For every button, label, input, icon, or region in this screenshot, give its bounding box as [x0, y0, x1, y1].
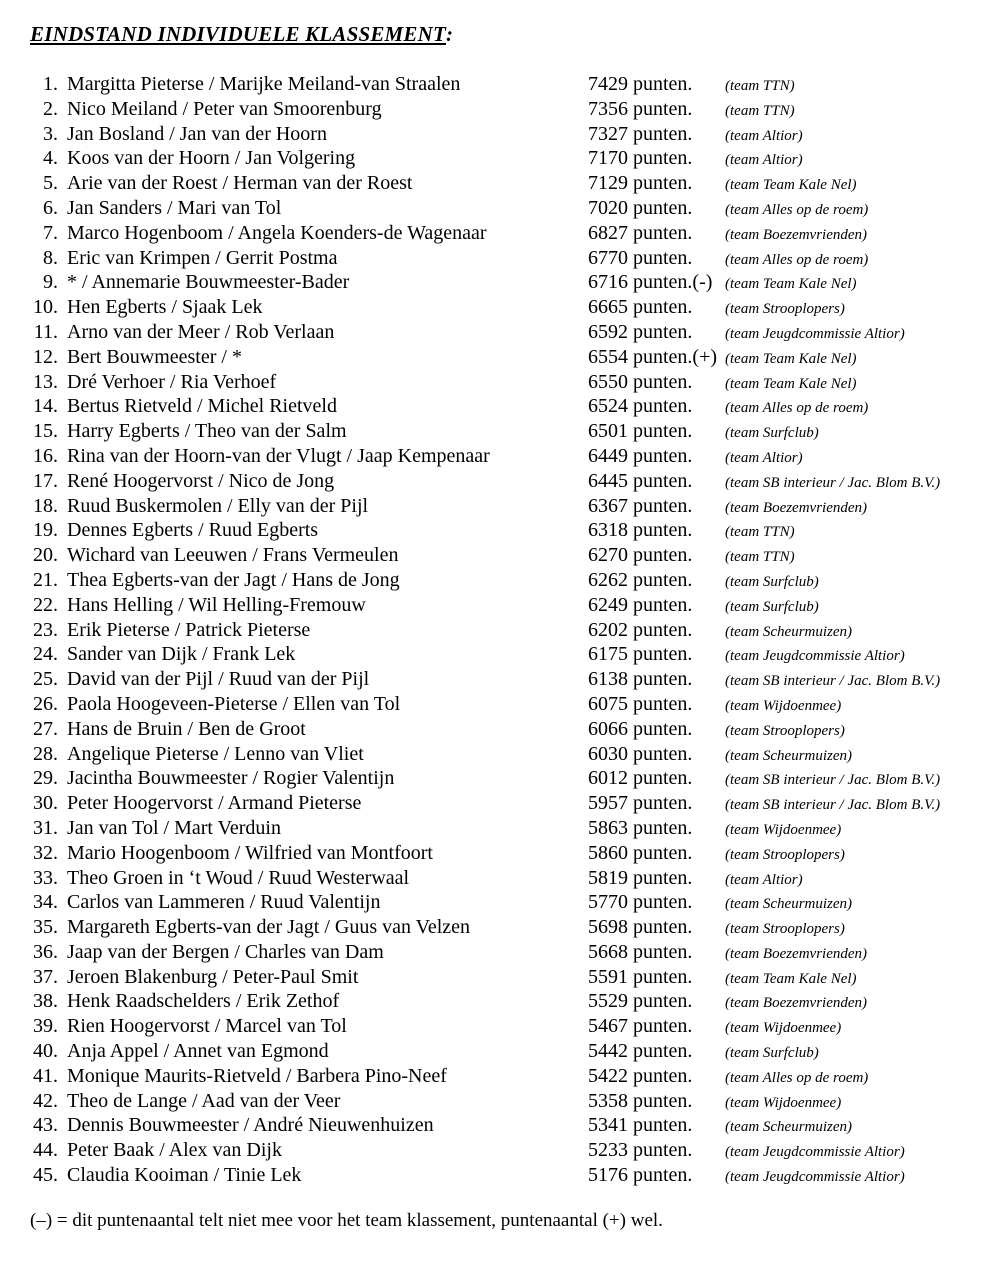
player-names: Sander van Dijk / Frank Lek	[67, 643, 296, 666]
points-value: 5863 punten.	[588, 816, 693, 839]
rank-number: 21.	[33, 568, 58, 591]
team-name: (team Team Kale Nel)	[725, 375, 857, 392]
standings-row	[0, 866, 1000, 891]
player-names: Claudia Kooiman / Tinie Lek	[67, 1164, 302, 1187]
player-names: Paola Hoogeveen-Pieterse / Ellen van Tol	[67, 692, 401, 715]
team-name: (team Surfclub)	[725, 598, 819, 615]
player-names: Theo de Lange / Aad van der Veer	[67, 1089, 341, 1112]
team-name: (team Boezemvrienden)	[725, 499, 868, 516]
team-name: (team Altior)	[725, 449, 803, 466]
team-name: (team Boezemvrienden)	[725, 995, 868, 1012]
rank-number: 6.	[43, 196, 58, 219]
rank-number: 15.	[33, 420, 58, 443]
standings-row	[0, 295, 1000, 320]
points-value: 5233 punten.	[588, 1139, 693, 1162]
standings-row	[0, 1138, 1000, 1163]
standings-row	[0, 642, 1000, 667]
footnote: (–) = dit puntenaantal telt niet mee voor het team klassement, puntenaantal (+) wel.	[30, 1210, 663, 1231]
page-title	[30, 22, 453, 47]
player-names: Hans Helling / Wil Helling-Fremouw	[67, 593, 366, 616]
rank-number: 38.	[33, 990, 58, 1013]
points-value: 7327 punten.	[588, 122, 693, 145]
page-title-text: EINDSTAND INDIVIDUELE KLASSEMENT	[30, 22, 447, 46]
team-name: (team Alles op de roem)	[725, 1069, 869, 1086]
points-value: 6138 punten.	[588, 668, 693, 691]
points-value: 5176 punten.	[588, 1164, 693, 1187]
standings-row	[0, 742, 1000, 767]
player-names: Margitta Pieterse / Marijke Meiland-van Straalen	[67, 73, 461, 95]
player-names: Arie van der Roest / Herman van der Roest	[67, 172, 413, 195]
team-name: (team SB interieur / Jac. Blom B.V.)	[725, 797, 941, 814]
points-value: 6592 punten.	[588, 320, 693, 343]
player-names: Dennis Bouwmeester / André Nieuwenhuizen	[67, 1114, 434, 1137]
points-value: 6827 punten.	[588, 221, 693, 244]
player-names: Theo Groen in ‘t Woud / Ruud Westerwaal	[67, 866, 410, 889]
player-names: Hen Egberts / Sjaak Lek	[67, 296, 263, 319]
points-value: 5860 punten.	[588, 841, 693, 864]
rank-number: 20.	[33, 544, 58, 567]
player-names: Thea Egberts-van der Jagt / Hans de Jong	[67, 568, 400, 591]
points-value: 5770 punten.	[588, 891, 693, 914]
player-names: Harry Egberts / Theo van der Salm	[67, 420, 347, 443]
player-names: Peter Hoogervorst / Armand Pieterse	[67, 792, 362, 815]
rank-number: 5.	[43, 172, 58, 195]
team-name: (team Scheurmuizen)	[725, 747, 853, 764]
player-names: Jaap van der Bergen / Charles van Dam	[67, 940, 384, 963]
player-names: Rien Hoogervorst / Marcel van Tol	[67, 1015, 347, 1038]
standings-row	[0, 593, 1000, 618]
player-names: Wichard van Leeuwen / Frans Vermeulen	[67, 544, 399, 567]
rank-number: 29.	[33, 767, 58, 790]
team-name: (team Jeugdcommissie Altior)	[725, 1169, 905, 1186]
rank-number: 17.	[33, 469, 58, 492]
points-value: 6012 punten.	[588, 767, 693, 790]
team-name: (team Alles op de roem)	[725, 400, 869, 417]
points-value: 6554 punten.(+)	[588, 345, 718, 368]
standings-row	[0, 989, 1000, 1014]
rank-number: 14.	[33, 395, 58, 418]
points-value: 5698 punten.	[588, 916, 693, 939]
team-name: (team Altior)	[725, 871, 803, 888]
rank-number: 40.	[33, 1040, 58, 1063]
points-value: 5341 punten.	[588, 1114, 693, 1137]
standings-row	[0, 1163, 1000, 1188]
player-names: Mario Hoogenboom / Wilfried van Montfoort	[67, 841, 433, 864]
points-value: 5591 punten.	[588, 965, 693, 988]
team-name: (team Alles op de roem)	[725, 201, 869, 218]
player-names: Monique Maurits-Rietveld / Barbera Pino-Neef	[67, 1064, 447, 1087]
rank-number: 1.	[43, 73, 58, 95]
player-names: René Hoogervorst / Nico de Jong	[67, 469, 335, 492]
rank-number: 45.	[33, 1164, 58, 1187]
player-names: Dennes Egberts / Ruud Egberts	[67, 519, 319, 542]
team-name: (team TTN)	[725, 524, 795, 541]
player-names: Carlos van Lammeren / Ruud Valentijn	[67, 891, 381, 914]
player-names: Dré Verhoer / Ria Verhoef	[67, 370, 277, 393]
player-names: David van der Pijl / Ruud van der Pijl	[67, 668, 370, 691]
player-names: Ruud Buskermolen / Elly van der Pijl	[67, 494, 369, 517]
standings-row	[0, 816, 1000, 841]
team-name: (team Jeugdcommissie Altior)	[725, 648, 905, 665]
points-value: 7356 punten.	[588, 97, 693, 120]
player-names: Arno van der Meer / Rob Verlaan	[67, 320, 335, 343]
standings-row	[0, 469, 1000, 494]
team-name: (team Strooplopers)	[725, 846, 845, 863]
points-value: 6501 punten.	[588, 420, 693, 443]
rank-number: 12.	[33, 345, 58, 368]
rank-number: 36.	[33, 940, 58, 963]
standings-row	[0, 890, 1000, 915]
player-names: Margareth Egberts-van der Jagt / Guus van Velzen	[67, 916, 471, 939]
standings-row	[0, 717, 1000, 742]
standings-row	[0, 766, 1000, 791]
page-title-colon: :	[446, 22, 454, 46]
player-names: Rina van der Hoorn-van der Vlugt / Jaap Kempenaar	[67, 444, 490, 467]
standings-row	[0, 915, 1000, 940]
points-value: 7170 punten.	[588, 147, 693, 170]
standings-row	[0, 1064, 1000, 1089]
team-name: (team Surfclub)	[725, 1045, 819, 1062]
team-name: (team Surfclub)	[725, 425, 819, 442]
rank-number: 18.	[33, 494, 58, 517]
points-value: 6262 punten.	[588, 568, 693, 591]
player-names: Jan Sanders / Mari van Tol	[67, 196, 282, 219]
team-name: (team Wijdoenmee)	[725, 697, 842, 714]
player-names: Anja Appel / Annet van Egmond	[67, 1040, 329, 1063]
player-names: Bert Bouwmeester / *	[67, 345, 242, 368]
team-name: (team SB interieur / Jac. Blom B.V.)	[725, 673, 941, 690]
team-name: (team Altior)	[725, 127, 803, 144]
points-value: 5467 punten.	[588, 1015, 693, 1038]
team-name: (team SB interieur / Jac. Blom B.V.)	[725, 474, 941, 491]
team-name: (team TTN)	[725, 549, 795, 566]
standings-row	[0, 841, 1000, 866]
player-names: Jacintha Bouwmeester / Rogier Valentijn	[67, 767, 395, 790]
rank-number: 31.	[33, 816, 58, 839]
team-name: (team Scheurmuizen)	[725, 1119, 853, 1136]
rank-number: 9.	[43, 271, 58, 294]
rank-number: 34.	[33, 891, 58, 914]
points-value: 7020 punten.	[588, 196, 693, 219]
player-names: Jan Bosland / Jan van der Hoorn	[67, 122, 327, 145]
player-names: Marco Hogenboom / Angela Koenders-de Wagenaar	[67, 221, 487, 244]
player-names: Peter Baak / Alex van Dijk	[67, 1139, 282, 1162]
rank-number: 33.	[33, 866, 58, 889]
standings-row	[0, 72, 1000, 97]
points-value: 5442 punten.	[588, 1040, 693, 1063]
rank-number: 7.	[43, 221, 58, 244]
points-value: 5957 punten.	[588, 792, 693, 815]
points-value: 6367 punten.	[588, 494, 693, 517]
standings-row	[0, 171, 1000, 196]
points-value: 5668 punten.	[588, 940, 693, 963]
standings-row	[0, 122, 1000, 147]
rank-number: 25.	[33, 668, 58, 691]
points-value: 6449 punten.	[588, 444, 693, 467]
points-value: 6770 punten.	[588, 246, 693, 269]
rank-number: 26.	[33, 692, 58, 715]
standings-row	[0, 270, 1000, 295]
team-name: (team Jeugdcommissie Altior)	[725, 325, 905, 342]
points-value: 7129 punten.	[588, 172, 693, 195]
team-name: (team Team Kale Nel)	[725, 276, 857, 293]
standings-row	[0, 940, 1000, 965]
player-names: Nico Meiland / Peter van Smoorenburg	[67, 97, 382, 120]
player-names: Bertus Rietveld / Michel Rietveld	[67, 395, 337, 418]
rank-number: 22.	[33, 593, 58, 616]
standings-row	[0, 221, 1000, 246]
player-names: Henk Raadschelders / Erik Zethof	[67, 990, 340, 1013]
standings-row	[0, 419, 1000, 444]
points-value: 6249 punten.	[588, 593, 693, 616]
rank-number: 30.	[33, 792, 58, 815]
standings-row	[0, 146, 1000, 171]
rank-number: 13.	[33, 370, 58, 393]
standings-row	[0, 692, 1000, 717]
points-value: 6066 punten.	[588, 717, 693, 740]
rank-number: 3.	[43, 122, 58, 145]
points-value: 6524 punten.	[588, 395, 693, 418]
standings-row	[0, 345, 1000, 370]
standings-row	[0, 1089, 1000, 1114]
points-value: 6445 punten.	[588, 469, 693, 492]
points-value: 6318 punten.	[588, 519, 693, 542]
rank-number: 35.	[33, 916, 58, 939]
player-names: Hans de Bruin / Ben de Groot	[67, 717, 306, 740]
points-value: 6550 punten.	[588, 370, 693, 393]
standings-row	[0, 568, 1000, 593]
team-name: (team TTN)	[725, 78, 795, 94]
rank-number: 23.	[33, 618, 58, 641]
points-value: 5529 punten.	[588, 990, 693, 1013]
points-value: 7429 punten.	[588, 73, 693, 95]
team-name: (team Strooplopers)	[725, 722, 845, 739]
team-name: (team Wijdoenmee)	[725, 821, 842, 838]
player-names: Jan van Tol / Mart Verduin	[67, 816, 281, 839]
standings-list	[0, 72, 1000, 1188]
rank-number: 10.	[33, 296, 58, 319]
team-name: (team Scheurmuizen)	[725, 623, 853, 640]
standings-row	[0, 618, 1000, 643]
standings-row	[0, 965, 1000, 990]
points-value: 6665 punten.	[588, 296, 693, 319]
points-value: 5819 punten.	[588, 866, 693, 889]
standings-row	[0, 667, 1000, 692]
team-name: (team Wijdoenmee)	[725, 1094, 842, 1111]
team-name: (team Alles op de roem)	[725, 251, 869, 268]
points-value: 6175 punten.	[588, 643, 693, 666]
rank-number: 19.	[33, 519, 58, 542]
standings-row	[0, 196, 1000, 221]
rank-number: 11.	[33, 320, 58, 343]
rank-number: 32.	[33, 841, 58, 864]
team-name: (team Team Kale Nel)	[725, 177, 857, 194]
standings-row	[0, 791, 1000, 816]
points-value: 6030 punten.	[588, 742, 693, 765]
standings-row	[0, 1014, 1000, 1039]
rank-number: 8.	[43, 246, 58, 269]
rank-number: 16.	[33, 444, 58, 467]
player-names: Jeroen Blakenburg / Peter-Paul Smit	[67, 965, 359, 988]
team-name: (team Jeugdcommissie Altior)	[725, 1144, 905, 1161]
team-name: (team Altior)	[725, 152, 803, 169]
standings-row	[0, 246, 1000, 271]
team-name: (team Team Kale Nel)	[725, 350, 857, 367]
team-name: (team Strooplopers)	[725, 921, 845, 938]
rank-number: 44.	[33, 1139, 58, 1162]
team-name: (team SB interieur / Jac. Blom B.V.)	[725, 772, 941, 789]
points-value: 5358 punten.	[588, 1089, 693, 1112]
standings-row	[0, 494, 1000, 519]
standings-row	[0, 1039, 1000, 1064]
rank-number: 2.	[43, 97, 58, 120]
standings-row	[0, 394, 1000, 419]
rank-number: 37.	[33, 965, 58, 988]
rank-number: 28.	[33, 742, 58, 765]
team-name: (team Boezemvrienden)	[725, 226, 868, 243]
points-value: 6202 punten.	[588, 618, 693, 641]
standings-row	[0, 543, 1000, 568]
team-name: (team Scheurmuizen)	[725, 896, 853, 913]
points-value: 5422 punten.	[588, 1064, 693, 1087]
player-names: Eric van Krimpen / Gerrit Postma	[67, 246, 338, 269]
team-name: (team Boezemvrienden)	[725, 945, 868, 962]
standings-row	[0, 518, 1000, 543]
team-name: (team Team Kale Nel)	[725, 970, 857, 987]
team-name: (team Strooplopers)	[725, 301, 845, 318]
player-names: Angelique Pieterse / Lenno van Vliet	[67, 742, 364, 765]
team-name: (team TTN)	[725, 102, 795, 119]
rank-number: 39.	[33, 1015, 58, 1038]
rank-number: 27.	[33, 717, 58, 740]
team-name: (team Surfclub)	[725, 573, 819, 590]
standings-row	[0, 320, 1000, 345]
points-value: 6716 punten.(-)	[588, 271, 713, 294]
rank-number: 24.	[33, 643, 58, 666]
player-names: * / Annemarie Bouwmeester-Bader	[67, 271, 350, 294]
team-name: (team Wijdoenmee)	[725, 1020, 842, 1037]
player-names: Erik Pieterse / Patrick Pieterse	[67, 618, 311, 641]
points-value: 6270 punten.	[588, 544, 693, 567]
standings-row	[0, 1113, 1000, 1138]
standings-row	[0, 97, 1000, 122]
rank-number: 4.	[43, 147, 58, 170]
standings-row	[0, 370, 1000, 395]
rank-number: 41.	[33, 1064, 58, 1087]
standings-row	[0, 444, 1000, 469]
points-value: 6075 punten.	[588, 692, 693, 715]
player-names: Koos van der Hoorn / Jan Volgering	[67, 147, 356, 170]
rank-number: 42.	[33, 1089, 58, 1112]
rank-number: 43.	[33, 1114, 58, 1137]
